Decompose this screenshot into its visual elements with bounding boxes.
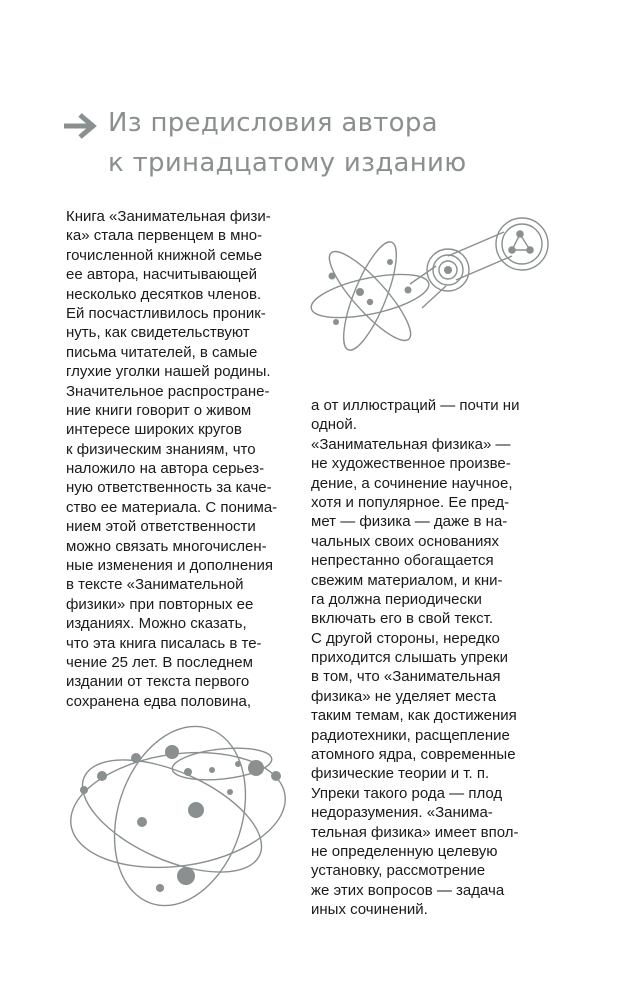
- right-column-line: одной.: [311, 416, 357, 434]
- right-column-line: в том, что «Занимательная: [311, 668, 501, 686]
- left-column-line: сохранена едва половина,: [66, 692, 252, 710]
- right-column-line: чальных своих основаниях: [311, 532, 500, 550]
- left-column-line: ка» стала первенцем в мно-: [66, 227, 263, 245]
- left-column-line: ее автора, насчитывающей: [66, 266, 257, 284]
- right-column-line: приходится слышать упреки: [311, 649, 508, 667]
- right-column-line: «Занимательная физика» —: [311, 435, 511, 453]
- right-text-column: [311, 396, 561, 920]
- left-column-line: гочисленной книжной семье: [66, 246, 263, 264]
- right-arrow-icon: [60, 110, 100, 142]
- orbits-illustration: [60, 712, 290, 912]
- right-column-line: недоразумения. «Занима-: [311, 804, 493, 822]
- right-column-line: атомного ядра, современные: [311, 746, 516, 764]
- right-column-line: же этих вопросов — задача: [311, 881, 505, 899]
- right-column-line: га должна периодически: [311, 590, 482, 608]
- left-column-line: ные изменения и дополнения: [66, 557, 274, 575]
- right-column-line: свежим материалом, и кни-: [311, 571, 503, 589]
- left-column-line: Ей посчастливилось проник-: [66, 304, 266, 322]
- right-column-line: таким темам, как достижения: [311, 707, 517, 725]
- right-column-line: дение, а сочинение научное,: [311, 474, 513, 492]
- left-column-line: к физическим знаниям, что: [66, 440, 256, 458]
- right-column-line: не художественное произве-: [311, 455, 511, 473]
- left-column-line: изданиях. Можно сказать,: [66, 615, 247, 633]
- right-column-line: не определенную целевую: [311, 842, 498, 860]
- right-column-line: физика» не уделяет места: [311, 687, 497, 705]
- left-column-line: несколько десятков членов.: [66, 285, 262, 303]
- left-column-line: нуть, как свидетельствуют: [66, 324, 250, 342]
- left-column-line: чение 25 лет. В последнем: [66, 653, 253, 671]
- right-column-line: установку, рассмотрение: [311, 862, 486, 880]
- left-column-line: глухие уголки нашей родины.: [66, 363, 271, 381]
- left-column-line: в тексте «Занимательной: [66, 576, 244, 594]
- right-column-line: хотя и популярное. Ее пред-: [311, 493, 510, 511]
- right-column-line: радиотехники, расщепление: [311, 726, 510, 744]
- left-column-line: ство ее материала. С понима-: [66, 498, 278, 516]
- heading-line-1: Из предисловия автора: [108, 108, 438, 138]
- left-column-line: Значительное распростране-: [66, 382, 270, 400]
- left-column-line: нием этой ответственности: [66, 518, 256, 536]
- left-column-line: интересе широких кругов: [66, 421, 242, 439]
- right-column-line: включать его в свой текст.: [311, 610, 494, 628]
- right-column-line: а от иллюстраций — почти ни: [311, 397, 520, 414]
- left-column-line: письма читателей, в самые: [66, 343, 258, 361]
- right-column-line: Упреки такого рода — плод: [311, 784, 503, 802]
- left-column-line: можно связать многочислен-: [66, 537, 267, 555]
- right-column-line: физические теории и т. п.: [311, 765, 490, 783]
- right-column-line: мет — физика — даже в на-: [311, 513, 508, 531]
- left-column-line: физики» при повторных ее: [66, 595, 254, 613]
- heading-line-2: к тринадцатому изданию: [108, 148, 467, 178]
- right-column-line: С другой стороны, нередко: [311, 629, 500, 647]
- left-column-line: Книга «Занимательная физи-: [66, 208, 271, 225]
- right-column-line: тельная физика» имеет впол-: [311, 823, 519, 841]
- left-column-line: ние книги говорит о живом: [66, 401, 252, 419]
- left-column-line: издании от текста первого: [66, 673, 250, 691]
- left-column-line: наложило на автора серьез-: [66, 460, 265, 478]
- left-column-line: что эта книга писалась в те-: [66, 634, 262, 652]
- right-column-line: иных сочинений.: [311, 901, 428, 919]
- left-column-line: ную ответственность за каче-: [66, 479, 272, 497]
- right-column-line: непрестанно обогащается: [311, 552, 494, 570]
- left-text-column: [66, 207, 301, 711]
- atom-illustration: [298, 204, 558, 354]
